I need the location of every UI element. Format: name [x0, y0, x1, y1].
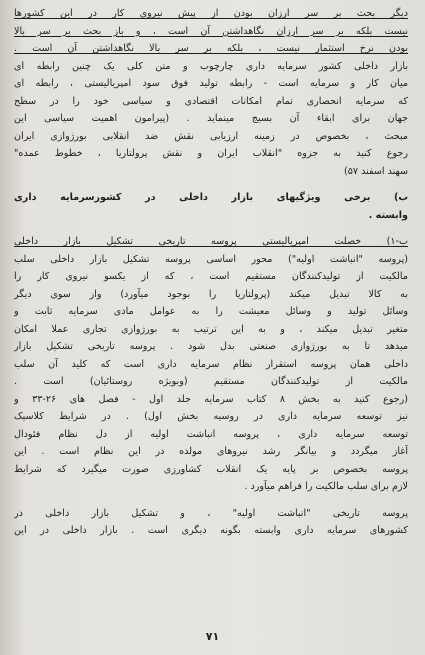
paragraph-1 — [14, 5, 408, 180]
text-line: جهان برای ابقاء آن بسیج مینماید . (پیرامون اهمیت سیاسی این — [14, 113, 408, 124]
underlined-phrase: نیست بلکه بر سر ارزان نگاهداشتن آن است ، و باز بحث بر سر بالا — [14, 25, 408, 37]
section-heading — [14, 189, 408, 224]
text-line: به کالا تبدیل میکند (پرولتاریا را بوجود میآورد) واز سوی دیگر — [14, 288, 408, 300]
paragraph-2 — [14, 233, 408, 496]
text-line: پروسه بخصوص بر پایه یک انقلاب کشاورزی صورت میگیرد که شرایط — [14, 463, 408, 475]
paragraph-3 — [14, 505, 408, 540]
text-line: بودن نرخ استثمار نیست ، بلکه بر سر بالا نگاهداشتن آن است . — [14, 43, 408, 54]
spacer — [14, 496, 408, 505]
text-line: پروسه تاریخی "انباشت اولیه" ، و تشکیل بازار داخلی در — [14, 507, 408, 519]
text-line: (رجوع کنید به بخش ۸ کتاب سرمایه جلد اول - فصل های ۲۶-۳۳ و — [14, 393, 408, 405]
text-line: مالکیت از تولیدکنندگان مستقیم است ، که از یکسو نیروی کار را — [14, 271, 408, 282]
text-line: بازار داخلی کشور سرمایه داری چارچوب و متن کلی یک چنین رابطه ای — [14, 60, 408, 72]
text-line: لازم برای سلب مالکیت را فراهم میآورد . — [244, 481, 408, 492]
text-line: میان کار و سرمایه است - رابطه تولید فوق سود امپریالیستی ، رابطه ای — [14, 78, 408, 89]
text-line: مبحث ، بخصوص در زمینه ارزیابی نقش ضد انقلابی بورژوازی ایران — [14, 130, 408, 142]
text-line: دیگر بحث بر سر ارزان بودن از پیش نیروی کار در این کشورها — [14, 8, 408, 19]
text-line: مالکیت از تولیدکنندگان مستقیم (وبویژه روستائیان) است . — [14, 376, 408, 387]
text-line: آغاز میگردد و بیانگر رشد نیروهای مولده در این نظام است . این — [14, 446, 408, 457]
text-line: متغیر تبدیل میکند ، و به این ترتیب به بورژوازی تجاری عملا امکان — [14, 323, 408, 335]
text-line: که سرمایه انحصاری تمام امکانات اقتصادی و سیاسی خود را در سطح — [14, 95, 408, 107]
text-line: (پروسه "انباشت اولیه") محور اساسی پروسه تشکیل بازار داخلی سلب — [14, 253, 408, 265]
text-line: میدهد تا به بورژوازی صنعتی بدل شود . پروسه تاریخی تشکیل بازار — [14, 341, 408, 352]
text-line: توسعه سرمایه داری ، پروسه انباشت اولیه از دل نظام فئودال — [14, 428, 408, 440]
page-number: ۷۱ — [205, 630, 220, 643]
text-line: داخلی همان پروسه استقرار نظام سرمایه داری است که کلید آن سلب — [14, 358, 408, 370]
heading-line: ب) برخی ویژگیهای بازار داخلی در کشورسرمایه داری — [14, 192, 408, 203]
text-line: نیز توسعه سرمایه داری در روسیه بخش اول) . در شرایط کلاسیک — [14, 411, 408, 422]
heading-line: وابسته . — [368, 209, 408, 221]
text-line: وسائل تولید و وسائل معیشت را به عوامل مادی سرمایه ثابت و — [14, 306, 408, 317]
text-line: سهند اسفند ۵۷) — [343, 165, 408, 177]
spacer — [14, 224, 408, 233]
text-line: کشورهای سرمایه داری وابسته بگونه دیگری است . بازار داخلی در این — [14, 525, 408, 536]
text-line: رجوع کنید به جزوه "انقلاب ایران و نقش پرولتاریا ، خطوط عمده" — [14, 148, 408, 159]
text-line — [14, 23, 408, 41]
text-line: ب-۱) خصلت امپریالیستی پروسه تاریخی تشکیل بازار داخلی — [14, 236, 408, 247]
